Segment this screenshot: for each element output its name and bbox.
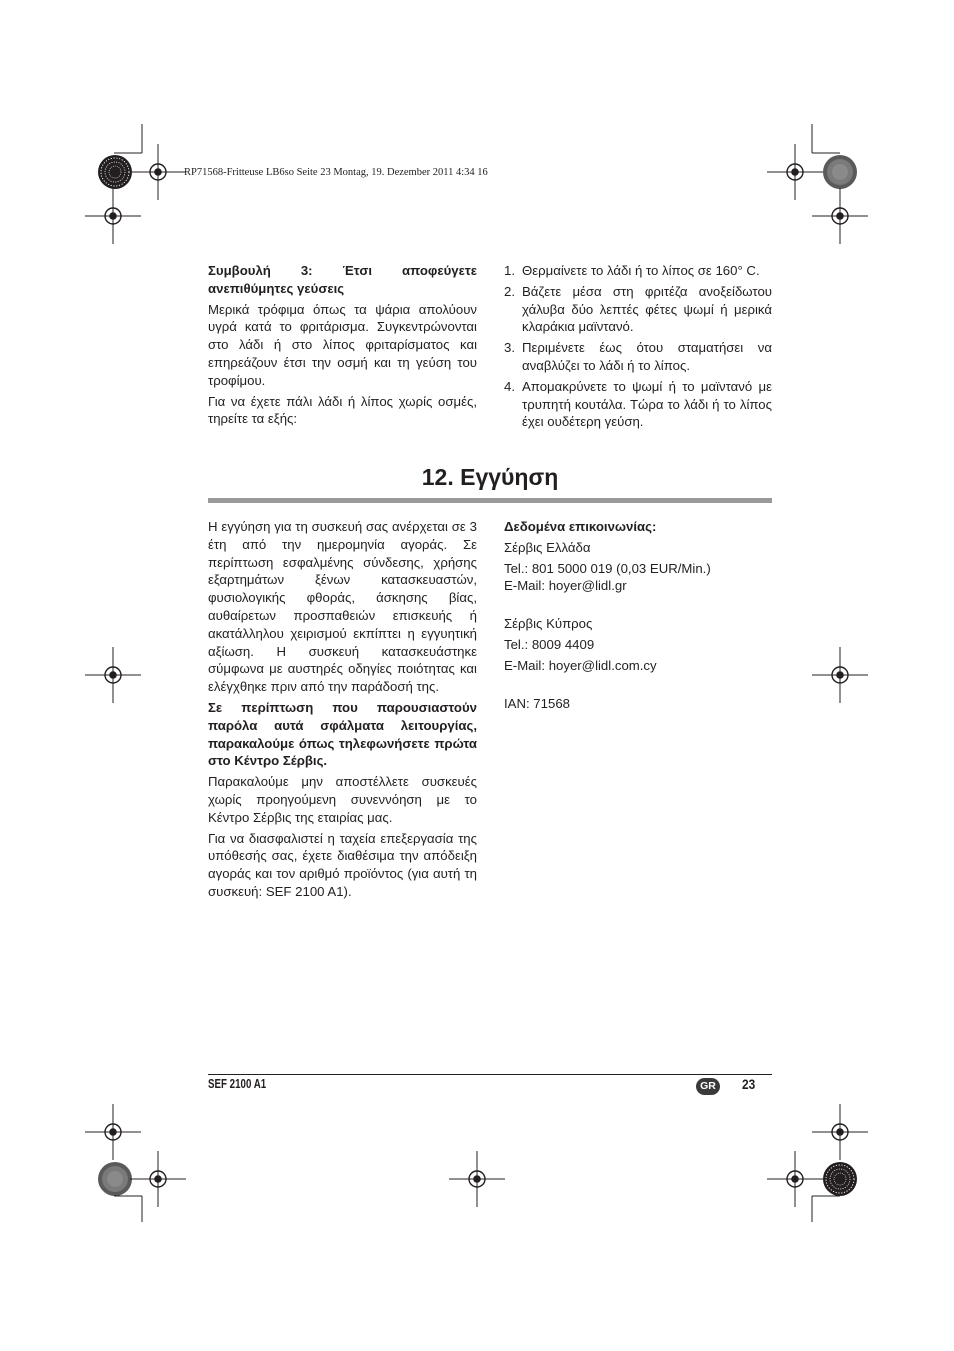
list-item <box>504 283 772 336</box>
step-number: 4. <box>504 378 515 394</box>
step-number: 3. <box>504 340 515 356</box>
contact-heading: Δεδομένα επικοινωνίας: <box>504 519 657 534</box>
list-item <box>504 378 772 431</box>
phone-cyprus: Tel.: 8009 4409 <box>504 636 595 652</box>
step-text: Απομακρύνετε το ψωμί ή το μαϊντανό με τρυπητή κουτάλα. Τώρα το λάδι ή το λίπος έχει ουδέτερη γεύση. <box>522 378 772 430</box>
step-text: Θερμαίνετε το λάδι ή το λίπος σε 160° C. <box>522 263 760 278</box>
tip-paragraph: Για να έχετε πάλι λάδι ή λίπος χωρίς οσμές, τηρείτε τα εξής: <box>208 393 477 427</box>
email-greece: E-Mail: hoyer@lidl.gr <box>504 578 627 594</box>
footer-model: SEF 2100 A1 <box>208 1077 267 1091</box>
list-item <box>504 339 772 375</box>
list-item <box>504 262 772 280</box>
step-number: 1. <box>504 263 515 278</box>
warranty-column <box>208 518 477 904</box>
section-title: 12. Εγγύηση <box>421 464 559 490</box>
tip-heading: Συμβουλή 3: Έτσι αποφεύγετε ανεπιθύμητες γεύσεις <box>208 263 477 296</box>
warranty-paragraph: Η εγγύηση για τη συσκευή σας ανέρχεται σε 3 έτη από την ημερομηνία αγοράς. Σε περίπτωση εσφαλμένης σύνδεσης, χρήσης εξαρτημάτων ξένων κατασκευαστών, φυσιολογικής φθοράς, άσκησης βίας, αυθαίρετων προσπαθειών επισκευής ή ακατάλληλου χειρισμού εκπίπτει η εγγυητική αξίωση. Η συσκευή κατασκευάστηκε σύμφωνα με αυστηρές οδηγίες ποιότητας και ελέγχθηκε πριν από την παράδοσή της. <box>208 519 477 695</box>
steps-list <box>504 262 772 431</box>
service-cyprus: Σέρβις Κύπρος <box>504 616 593 632</box>
phone-greece: Tel.: 801 5000 019 (0,03 EUR/Min.) <box>504 560 711 576</box>
contact-column <box>504 518 772 712</box>
step-text: Περιμένετε έως ότου σταματήσει να αναβλύζει το λάδι ή το λίπος. <box>522 340 772 373</box>
warranty-paragraph: Παρακαλούμε μην αποστέλλετε συσκευές χωρίς προηγούμενη συνεννόηση με το Κέντρο Σέρβις της εταιρίας μας. <box>208 774 477 825</box>
warranty-notice: Σε περίπτωση που παρουσιαστούν παρόλα αυτά σφάλματα λειτουργίας, παρακαλούμε όπως τηλεφωνήσετε πρώτα στο Κέντρο Σέρβις. <box>208 699 477 769</box>
step-text: Βάζετε μέσα στη φριτέζα ανοξείδωτου χάλυβα δύο λεπτές φέτες ψωμί ή μερικά κλαράκια μαϊντανό. <box>522 283 772 335</box>
ian-number: IAN: 71568 <box>504 695 570 711</box>
steps-column <box>504 262 772 434</box>
print-slug: RP71568-Fritteuse LB6so Seite 23 Montag, 19. Dezember 2011 4:34 16 <box>184 167 488 178</box>
step-number: 2. <box>504 283 515 299</box>
service-greece: Σέρβις Ελλάδα <box>504 539 591 555</box>
page-number: 23 <box>742 1076 756 1092</box>
email-cyprus: E-Mail: hoyer@lidl.com.cy <box>504 657 657 673</box>
title-divider <box>208 498 772 503</box>
warranty-paragraph: Για να διασφαλιστεί η ταχεία επεξεργασία της υπόθεσής σας, έχετε διαθέσιμα την απόδειξη αγοράς και τον αριθμό προϊόντος (για αυτή τη συσκευή: SEF 2100 A1). <box>208 830 477 899</box>
footer-divider <box>208 1074 772 1075</box>
tip-column <box>208 262 477 431</box>
language-badge: GR <box>696 1078 720 1095</box>
tip-paragraph: Μερικά τρόφιμα όπως τα ψάρια απολύουν υγρά κατά το φριτάρισμα. Συγκεντρώνονται στο λάδι ή στο λίπος φριταρίσματος και επηρεάζουν έτσι την οσμή και τη γεύση του τροφίμου. <box>208 301 477 388</box>
